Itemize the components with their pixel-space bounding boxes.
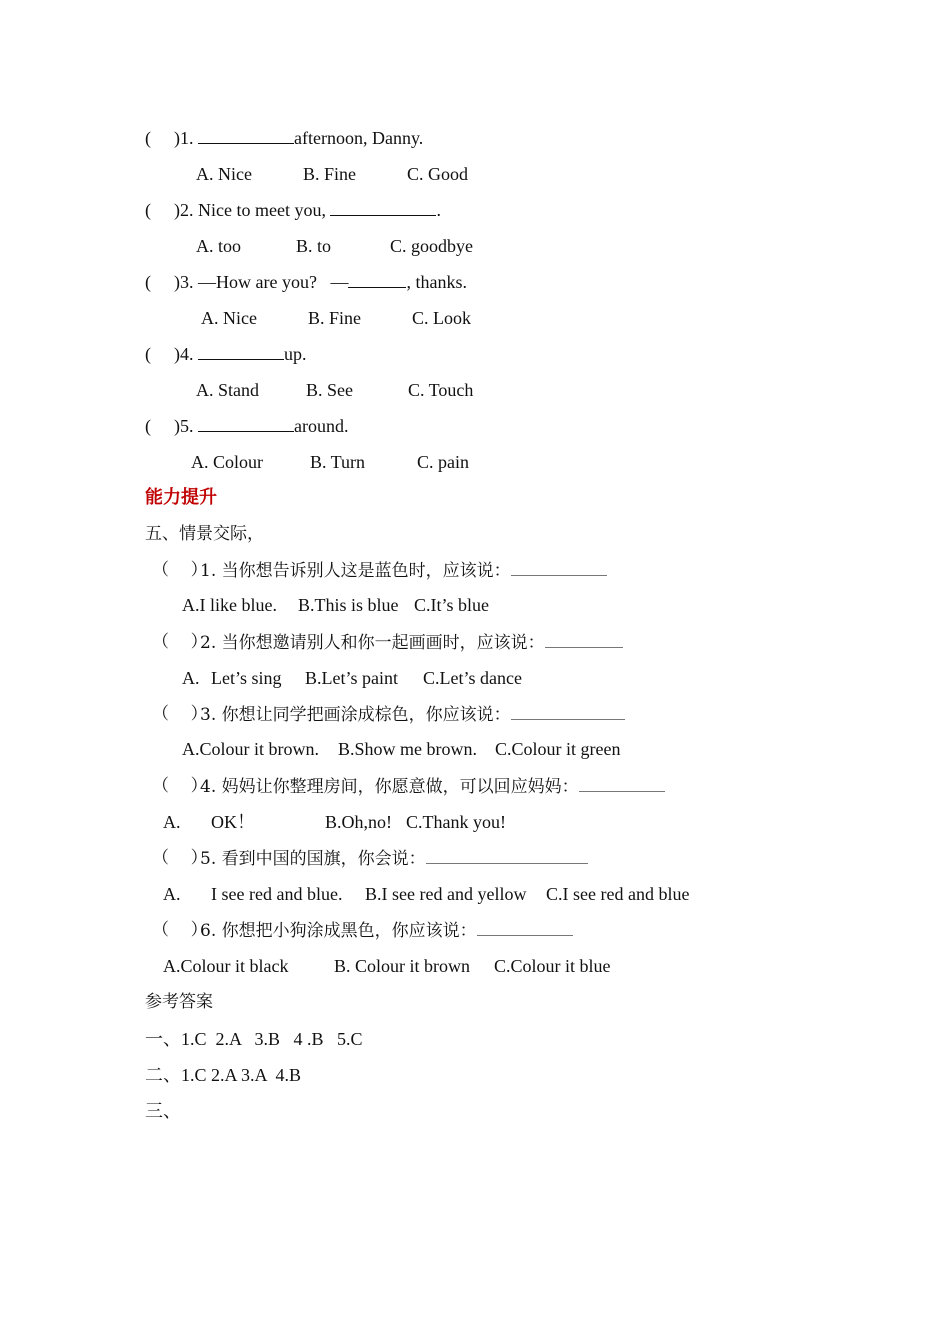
option-a: A. Nice	[196, 164, 252, 184]
option-b: B. Fine	[303, 164, 357, 184]
option-c: C.Colour it green	[495, 739, 621, 759]
option-a-marker: A.	[163, 812, 181, 832]
answer-paren: (	[145, 128, 151, 148]
answer-paren: (	[145, 272, 151, 292]
option-b: B.I see red and yellow	[365, 884, 527, 904]
answer-paren: (	[145, 344, 151, 364]
section-heading: 能力提升	[145, 487, 217, 508]
option-b: B. Turn	[310, 452, 366, 472]
option-a: A.Colour it black	[163, 956, 289, 976]
option-b: B. Colour it brown	[334, 956, 471, 976]
option-a: A.I like blue.	[182, 595, 277, 615]
option-a: Let’s sing	[211, 668, 282, 688]
scenario-5-text: 5. 看到中国的国旗，你会说：	[200, 847, 588, 870]
answer-paren: (	[145, 200, 151, 220]
question-5-text: )5. around.	[174, 416, 349, 436]
answer-paren: （ ）	[152, 632, 208, 652]
option-c: C.It’s blue	[414, 595, 489, 615]
answer-paren: （ ）	[152, 848, 208, 868]
option-a-marker: A.	[163, 884, 181, 904]
answer-paren: （ ）	[152, 920, 208, 940]
option-c: C. Good	[407, 164, 469, 184]
scenario-6-text: 6. 你想把小狗涂成黑色，你应该说：	[200, 919, 573, 942]
option-c: C. pain	[417, 452, 469, 472]
answer-paren: （ ）	[152, 704, 208, 724]
answer-paren: （ ）	[152, 560, 208, 580]
option-c: C.Thank you!	[406, 812, 506, 832]
option-b: B.This is blue	[298, 595, 399, 615]
option-b: B.Let’s paint	[305, 668, 398, 688]
question-3-text: )3. —How are you? — , thanks.	[174, 272, 467, 292]
option-c: C. Touch	[408, 380, 474, 400]
option-a: A.Colour it brown.	[182, 739, 319, 759]
option-a-marker: A.	[182, 668, 200, 688]
answers-line-2: 二、1.C 2.A 3.A 4.B	[145, 1065, 302, 1085]
answers-line-1: 一、1.C 2.A 3.B 4 .B 5.C	[145, 1029, 363, 1049]
scenario-3-text: 3. 你想让同学把画涂成棕色，你应该说：	[200, 703, 625, 726]
question-2-text: )2. Nice to meet you, .	[174, 200, 441, 220]
answer-paren: （ ）	[152, 776, 208, 796]
option-b: B. See	[306, 380, 353, 400]
answer-paren: (	[145, 416, 151, 436]
scenario-2-text: 2. 当你想邀请别人和你一起画画时，应该说：	[200, 631, 623, 654]
option-c: C.Colour it blue	[494, 956, 611, 976]
option-a: A. too	[196, 236, 241, 256]
question-1-text: )1. afternoon, Danny.	[174, 128, 424, 148]
scenario-4-text: 4. 妈妈让你整理房间，你愿意做，可以回应妈妈：	[200, 775, 665, 798]
option-a: A. Nice	[201, 308, 257, 328]
option-c: C.Let’s dance	[423, 668, 522, 688]
question-4-text: )4. up.	[174, 344, 307, 364]
option-c: C. goodbye	[390, 236, 473, 256]
option-c: C.I see red and blue	[546, 884, 690, 904]
option-b: B.Show me brown.	[338, 739, 477, 759]
option-b: B. Fine	[308, 308, 362, 328]
option-a: OK！	[211, 812, 255, 832]
section-5-title: 五、情景交际，	[145, 524, 264, 544]
option-a: I see red and blue.	[211, 884, 343, 904]
answers-title: 参考答案	[145, 992, 213, 1012]
option-b: B. to	[296, 236, 332, 256]
option-b: B.Oh,no!	[325, 812, 392, 832]
option-a: A. Colour	[191, 452, 263, 472]
answers-line-3: 三、	[145, 1101, 181, 1121]
scenario-1-text: 1. 当你想告诉别人这是蓝色时，应该说：	[200, 559, 607, 582]
option-a: A. Stand	[196, 380, 259, 400]
option-c: C. Look	[412, 308, 472, 328]
